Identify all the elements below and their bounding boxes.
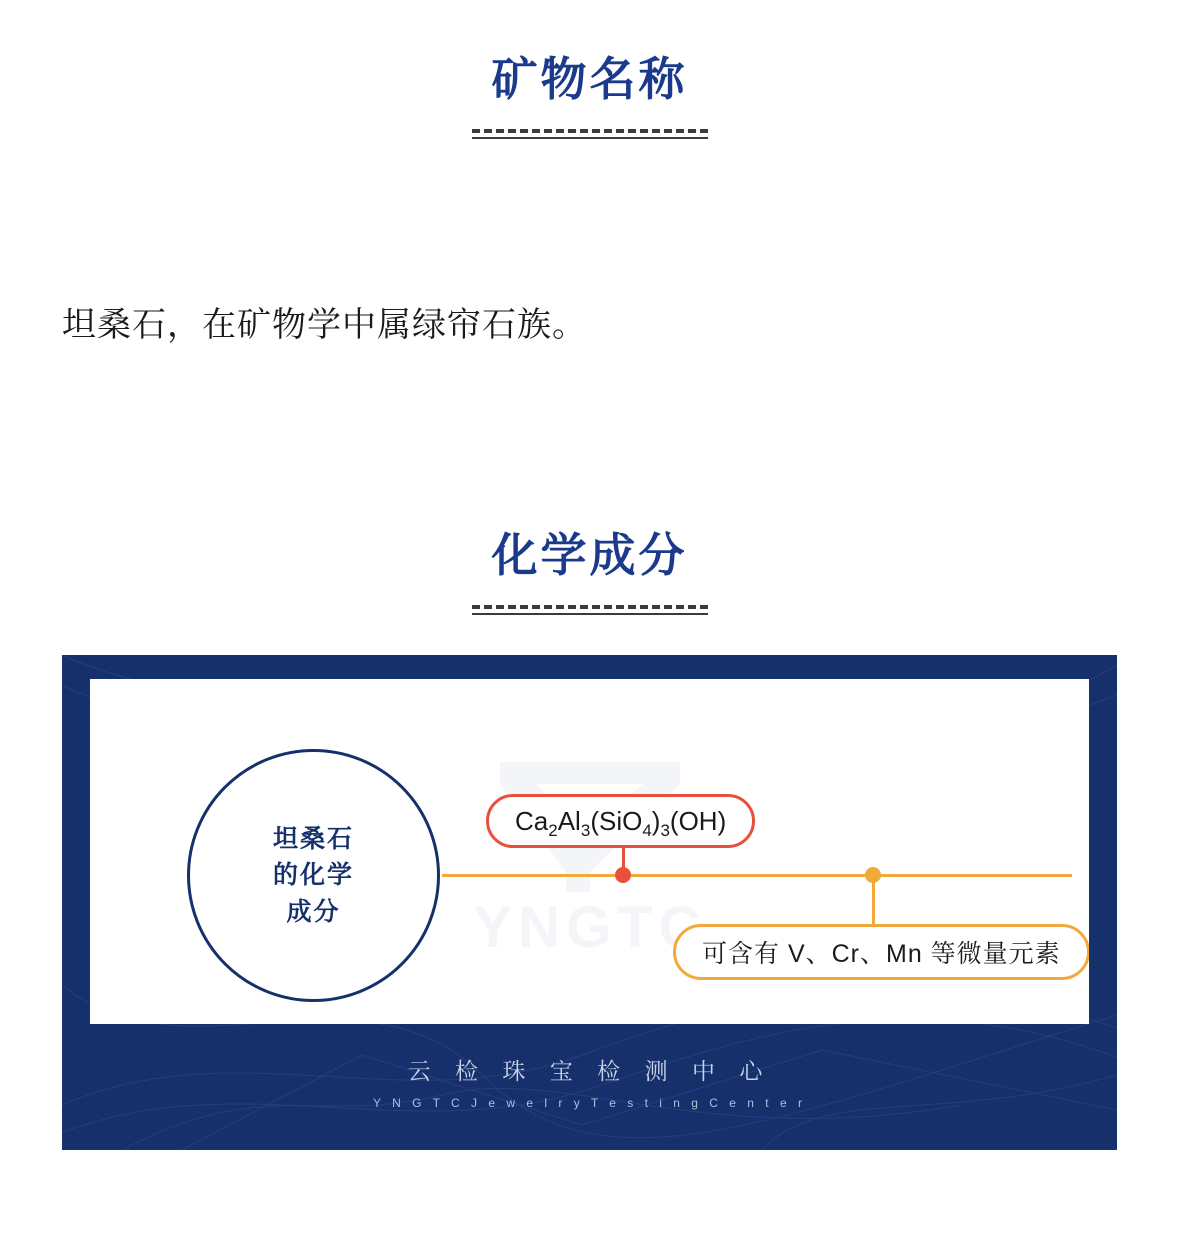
heading-divider	[472, 129, 708, 139]
diagram-branch-formula	[486, 794, 755, 848]
heading-divider	[472, 605, 708, 615]
brand-name-en: Y N G T C J e w e l r y T e s t i n g C e n t e r	[373, 1096, 806, 1110]
diagram-branch-trace-elements	[673, 924, 1089, 980]
diagram-center-node	[187, 749, 440, 1002]
mineral-name-description: 坦桑石，在矿物学中属绿帘石族。	[62, 306, 587, 344]
formula-text: $Ca_2Al_3(SiO_4)_3(OH)$	[515, 805, 727, 840]
section-heading-chemical-composition	[0, 528, 1179, 615]
section-heading-mineral-name	[0, 52, 1179, 139]
diagram-node-dot-trace	[865, 867, 881, 883]
chemical-composition-diagram-card	[62, 655, 1117, 1150]
trace-elements-text: 可含有 V、Cr、Mn 等微量元素	[702, 940, 1061, 968]
page-title-chemical-composition: 化学成分	[491, 529, 688, 581]
center-node-line-2: 的化学	[272, 861, 354, 890]
center-node-line-1: 坦桑石	[272, 825, 354, 854]
center-node-line-3: 成分	[286, 897, 341, 926]
page-title-mineral-name: 矿物名称	[491, 53, 688, 105]
brand-name-cn: 云 检 珠 宝 检 测 中 心	[407, 1058, 772, 1084]
diagram-center-node-label	[273, 821, 354, 930]
diagram-trunk-line	[442, 874, 1072, 877]
diagram-canvas	[90, 679, 1089, 1024]
diagram-node-dot-formula	[615, 867, 631, 883]
brand-footer	[62, 1053, 1117, 1110]
svg-text:YNGTC: YNGTC	[473, 894, 706, 960]
